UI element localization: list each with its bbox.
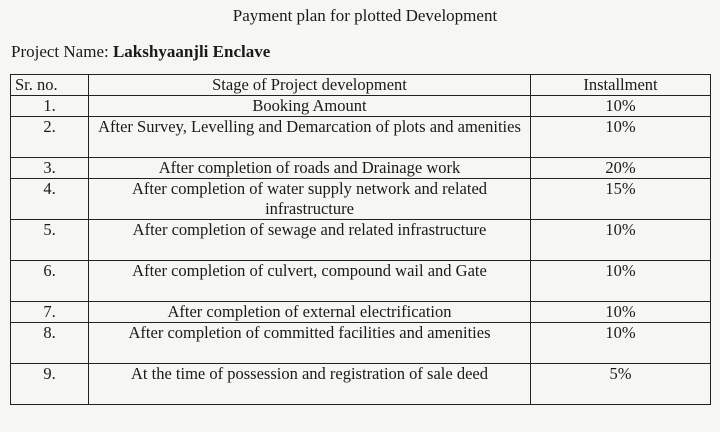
installment-cell: 10%	[531, 96, 711, 117]
table-row	[11, 96, 711, 117]
installment-cell: 10%	[531, 261, 711, 302]
table-row	[11, 364, 711, 405]
installment-cell: 20%	[531, 158, 711, 179]
stage-cell: After completion of roads and Drainage work	[89, 158, 531, 179]
installment-cell: 5%	[531, 364, 711, 405]
stage-cell: At the time of possession and registration of sale deed	[89, 364, 531, 405]
sr-no-cell: 5.	[11, 220, 89, 261]
stage-cell: Booking Amount	[89, 96, 531, 117]
sr-no-cell: 3.	[11, 158, 89, 179]
table-row	[11, 261, 711, 302]
project-name-line	[11, 40, 270, 64]
document-title: Payment plan for plotted Development	[232, 6, 498, 25]
sr-no-cell: 8.	[11, 323, 89, 364]
table-row	[11, 179, 711, 220]
sr-no-cell: 2.	[11, 117, 89, 158]
table-row	[11, 302, 711, 323]
installment-cell: 10%	[531, 302, 711, 323]
installment-cell: 10%	[531, 323, 711, 364]
sr-no-cell: 1.	[11, 96, 89, 117]
header-stage: Stage of Project development	[89, 75, 531, 96]
sr-no-cell: 9.	[11, 364, 89, 405]
stage-cell: After completion of external electrification	[89, 302, 531, 323]
installment-cell: 15%	[531, 179, 711, 220]
table-row	[11, 158, 711, 179]
sr-no-cell: 4.	[11, 179, 89, 220]
sr-no-cell: 7.	[11, 302, 89, 323]
stage-cell: After completion of water supply network and related infrastructure	[89, 179, 531, 220]
installment-cell: 10%	[531, 220, 711, 261]
project-name-label: Project Name:	[11, 42, 109, 61]
table-header-row	[11, 75, 711, 96]
header-sr-no: Sr. no.	[11, 75, 89, 96]
table-row	[11, 117, 711, 158]
sr-no-cell: 6.	[11, 261, 89, 302]
header-installment: Installment	[531, 75, 711, 96]
stage-cell: After Survey, Levelling and Demarcation of plots and amenities	[89, 117, 531, 158]
stage-cell: After completion of culvert, compound wail and Gate	[89, 261, 531, 302]
installment-cell: 10%	[531, 117, 711, 158]
stage-cell: After completion of sewage and related infrastructure	[89, 220, 531, 261]
table-row	[11, 220, 711, 261]
table-row	[11, 323, 711, 364]
stage-cell: After completion of committed facilities and amenities	[89, 323, 531, 364]
payment-plan-table	[10, 74, 711, 405]
project-name-value: Lakshyaanjli Enclave	[112, 42, 271, 61]
